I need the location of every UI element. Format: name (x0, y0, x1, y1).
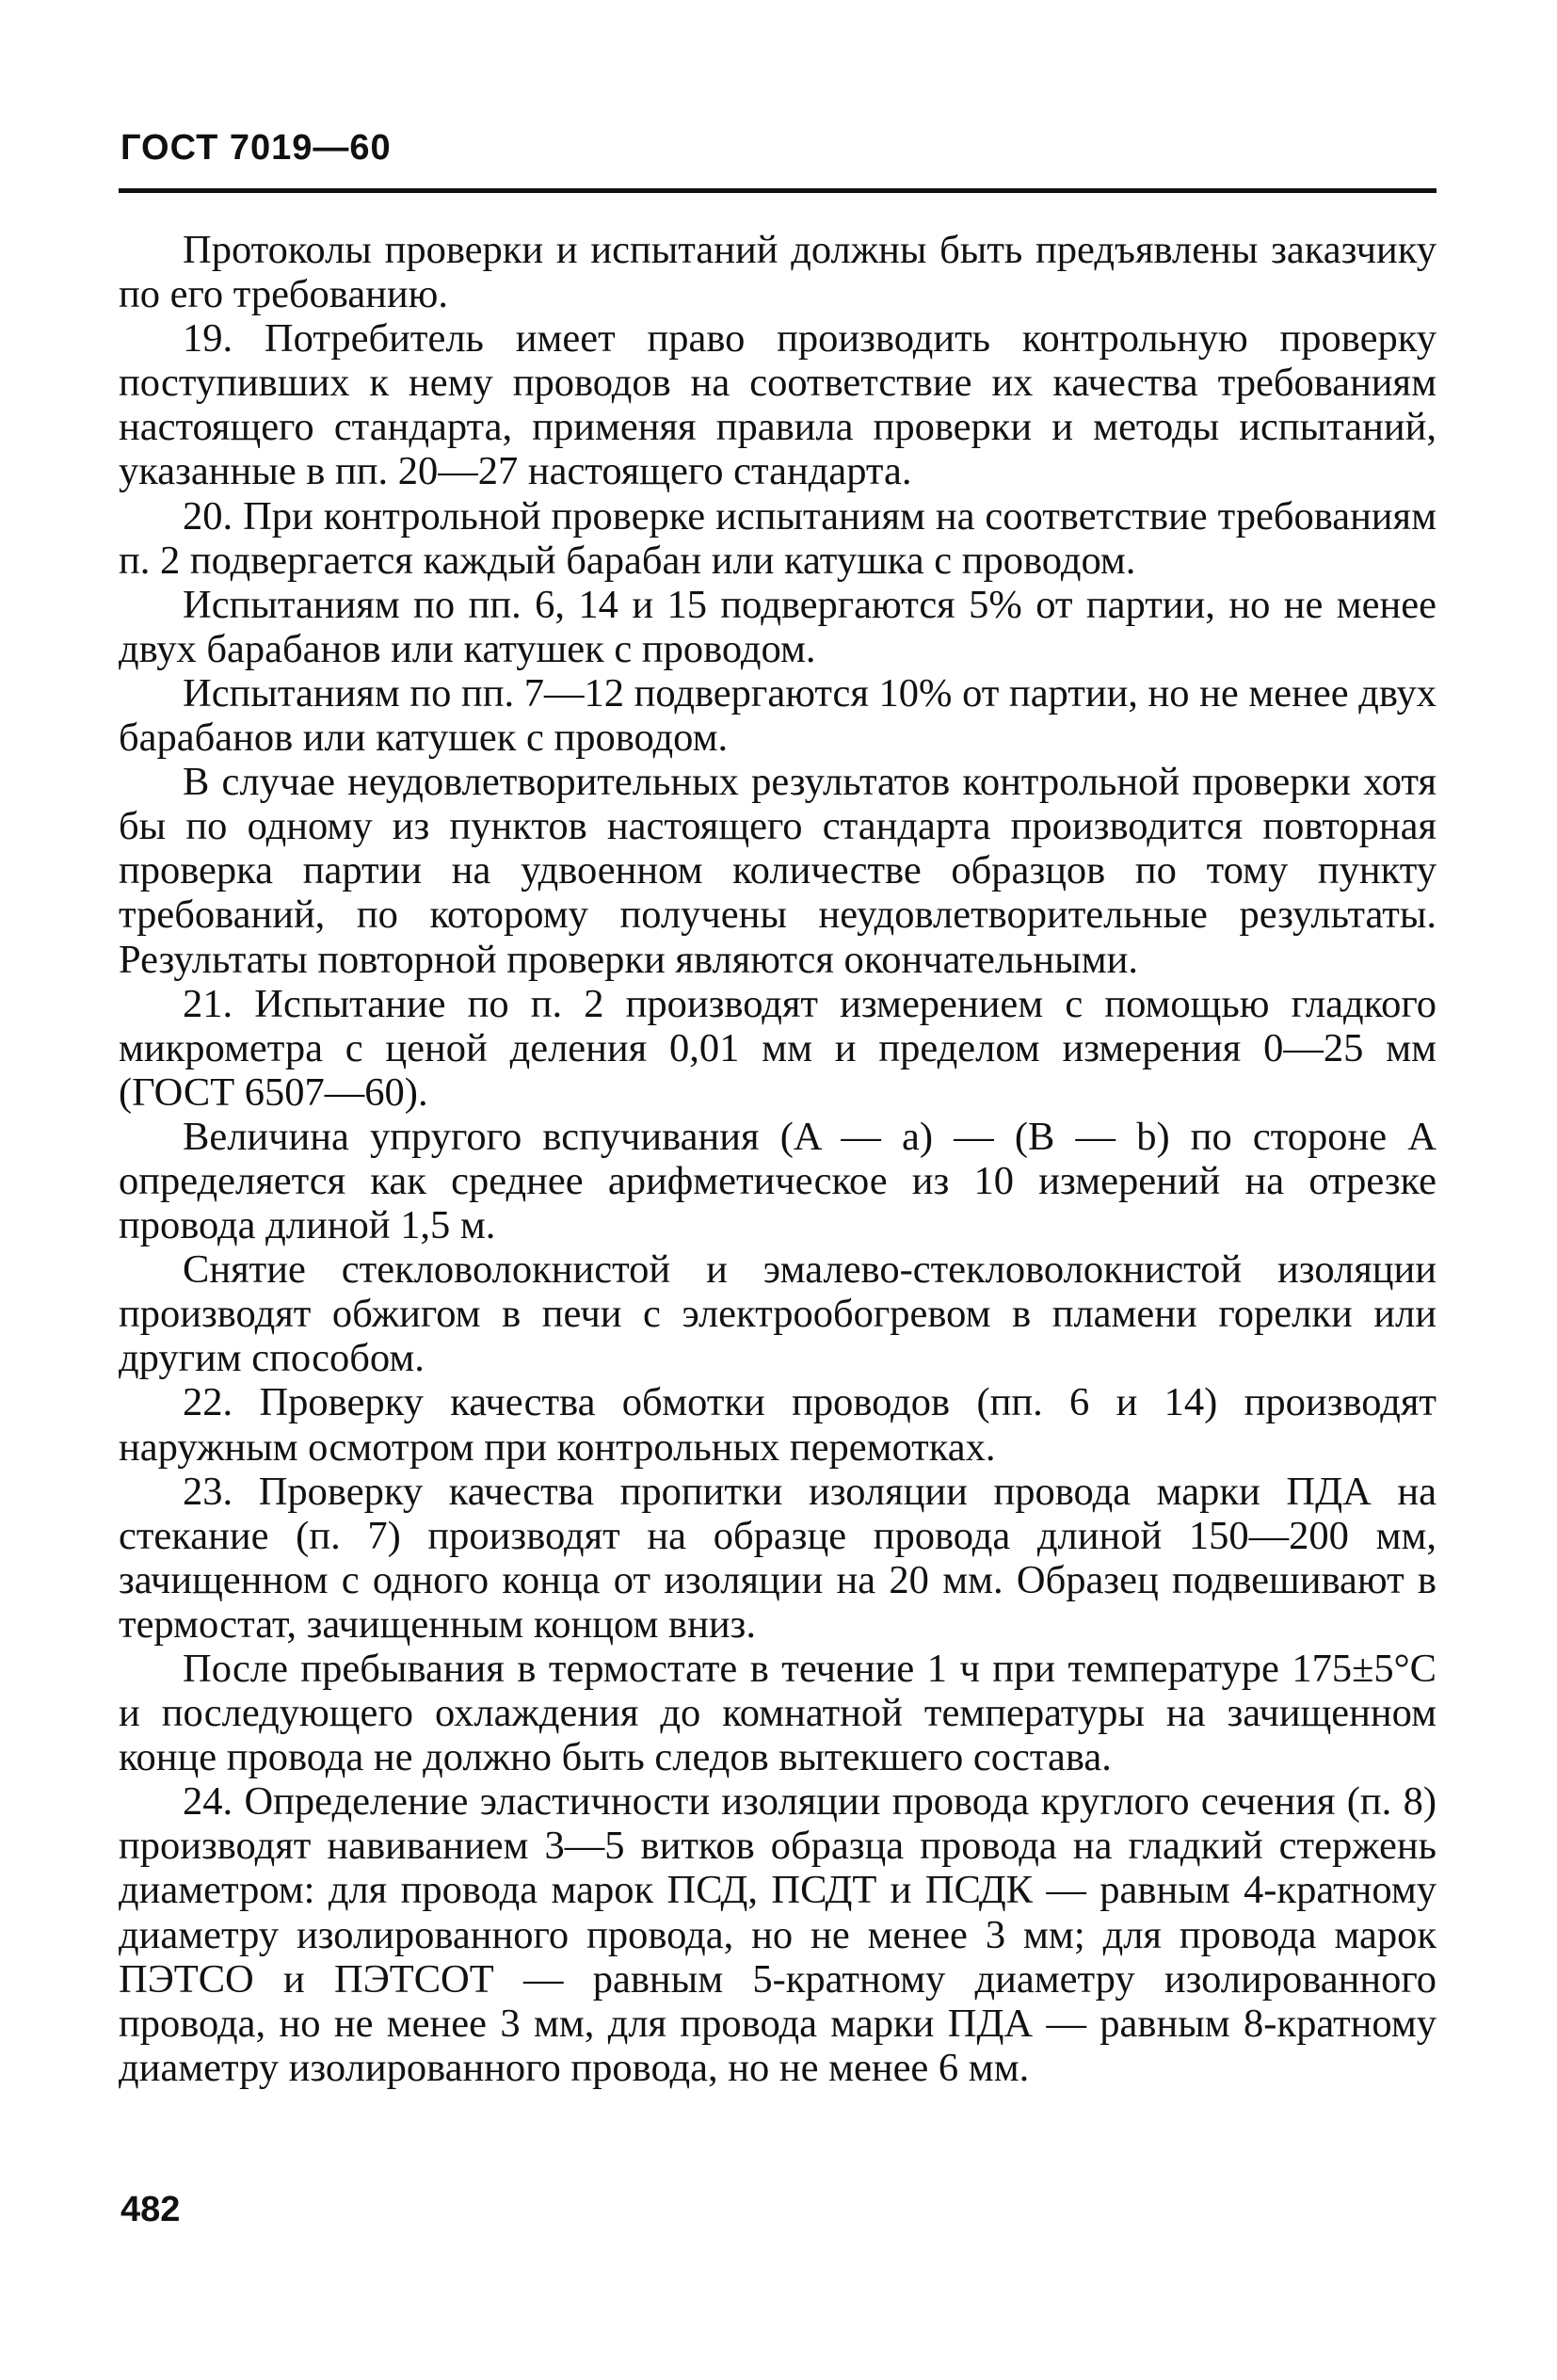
paragraph: Испытаниям по пп. 7—12 подвергаются 10% от партии, но не менее двух барабанов или катушек с проводом. (119, 670, 1437, 761)
paragraph: 22. Проверку качества обмотки проводов (пп. 6 и 14) производят наружным осмотром при контрольных перемотках. (119, 1380, 1437, 1470)
paragraph: 20. При контрольной проверке испытаниям на соответствие требованиям п. 2 подвергается каждый барабан или катушка с проводом. (119, 493, 1437, 583)
paragraph: 19. Потребитель имеет право производить контрольную проверку поступивших к нему проводов на соответствие их качества требованиям настоящего стандарта, применяя правила проверки и методы испытаний, указанные в пп. 20—27 настоящего стандарта. (119, 316, 1437, 494)
page-number: 482 (120, 2190, 181, 2229)
paragraph: Величина упругого вспучивания (A — a) — (B — b) по стороне A определяется как среднее арифметическое из 10 измерений на отрезке провода длиной 1,5 м. (119, 1114, 1437, 1248)
paragraph: В случае неудовлетворительных результатов контрольной проверки хотя бы по одному из пунктов настоящего стандарта производится повторная проверка партии на удвоенном количестве образцов по тому пункту требований, по которому получены неудовлетворительные результаты. Результаты повторной проверки являются окончательными. (119, 760, 1437, 982)
paragraph: Испытаниям по пп. 6, 14 и 15 подвергаются 5% от партии, но не менее двух барабанов или катушек с проводом. (119, 582, 1437, 671)
paragraph: 21. Испытание по п. 2 производят измерением с помощью гладкого микрометра с ценой деления 0,01 мм и пределом измерения 0—25 мм (ГОСТ 6507—60). (119, 981, 1437, 1115)
paragraph: После пребывания в термостате в течение 1 ч при температуре 175±5°С и последующего охлаждения до комнатной температуры на зачищенном конце провода не должно быть следов вытекшего состава. (119, 1647, 1437, 1780)
paragraph: 23. Проверку качества пропитки изоляции провода марки ПДА на стекание (п. 7) производят на образце провода длиной 150—200 мм, зачищенном с одного конца от изоляции на 20 мм. Образец подвешивают в термостат, зачищенным концом вниз. (119, 1469, 1437, 1647)
header-rule (119, 188, 1437, 193)
paragraph: 24. Определение эластичности изоляции провода круглого сечения (п. 8) производят навиванием 3—5 витков образца провода на гладкий стержень диаметром: для провода марок ПСД, ПСДТ и ПСДК — равным 4-кратному диаметру изолированного провода, но не менее 3 мм; для провода марок ПЭТСО и ПЭТСОТ — равным 5-кратному диаметру изолированного провода, но не менее 3 мм, для провода марки ПДА — равным 8-кратному диаметру изолированного провода, но не менее 6 мм. (119, 1779, 1437, 2090)
paragraph: Протоколы проверки и испытаний должны быть предъявлены заказчику по его требованию. (119, 228, 1437, 317)
paragraph: Снятие стекловолокнистой и эмалево-стекловолокнистой изоляции производят обжигом в печи с электрообогревом в пламени горелки или другим способом. (119, 1247, 1437, 1381)
running-header: ГОСТ 7019—60 (120, 128, 392, 168)
body-text (119, 228, 1437, 2090)
